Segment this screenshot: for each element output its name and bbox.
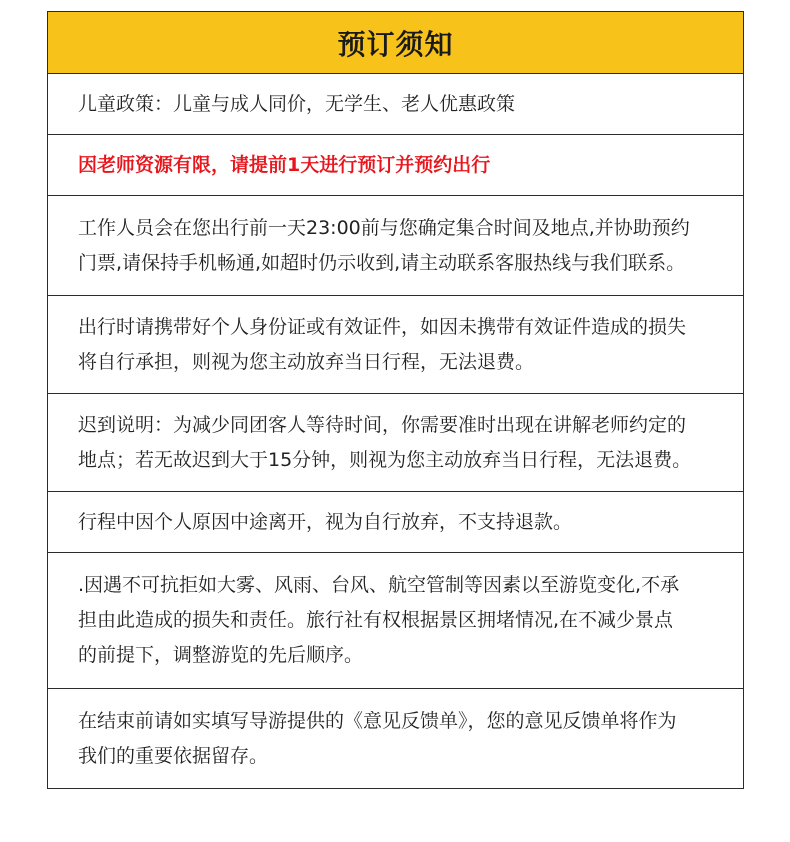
notice-row-staff-contact [48, 196, 743, 296]
notice-text: 出行时请携带好个人身份证或有效证件，如因未携带有效证件造成的损失 将自行承担，则视为您主动放弃当日行程，无法退费。 [78, 315, 687, 373]
notice-text-highlight: 因老师资源有限，请提前1天进行预订并预约出行 [78, 153, 491, 176]
notice-row-early-leave [48, 492, 743, 553]
notice-row-force-majeure [48, 553, 743, 689]
notice-row-child-policy [48, 74, 743, 135]
notice-text: 儿童政策：儿童与成人同价，无学生、老人优惠政策 [78, 92, 516, 115]
notice-row-feedback-form [48, 689, 743, 788]
notice-row-late-policy [48, 394, 743, 492]
notice-header [48, 12, 743, 74]
notice-text: 在结束前请如实填写导游提供的《意见反馈单》，您的意见反馈单将作为 我们的重要依据留存。 [78, 709, 677, 767]
page-title: 预订须知 [337, 27, 454, 61]
notice-text: 迟到说明：为减少同团客人等待时间，你需要准时出现在讲解老师约定的 地点；若无故迟到大于15分钟，则视为您主动放弃当日行程，无法退费。 [78, 413, 692, 471]
notice-text: .因遇不可抗拒如大雾、风雨、台风、航空管制等因素以至游览变化,不承 担由此造成的损失和责任。旅行社有权根据景区拥堵情况,在不减少景点 的前提下，调整游览的先后顺序。 [78, 574, 680, 666]
notice-text: 工作人员会在您出行前一天23:00前与您确定集合时间及地点,并协助预约 门票,请保持手机畅通,如超时仍示收到,请主动联系客服热线与我们联系。 [78, 216, 690, 274]
notice-text: 行程中因个人原因中途离开，视为自行放弃，不支持退款。 [78, 510, 573, 533]
booking-notice-table [47, 11, 744, 789]
notice-row-id-documents [48, 296, 743, 394]
notice-row-advance-booking [48, 135, 743, 196]
